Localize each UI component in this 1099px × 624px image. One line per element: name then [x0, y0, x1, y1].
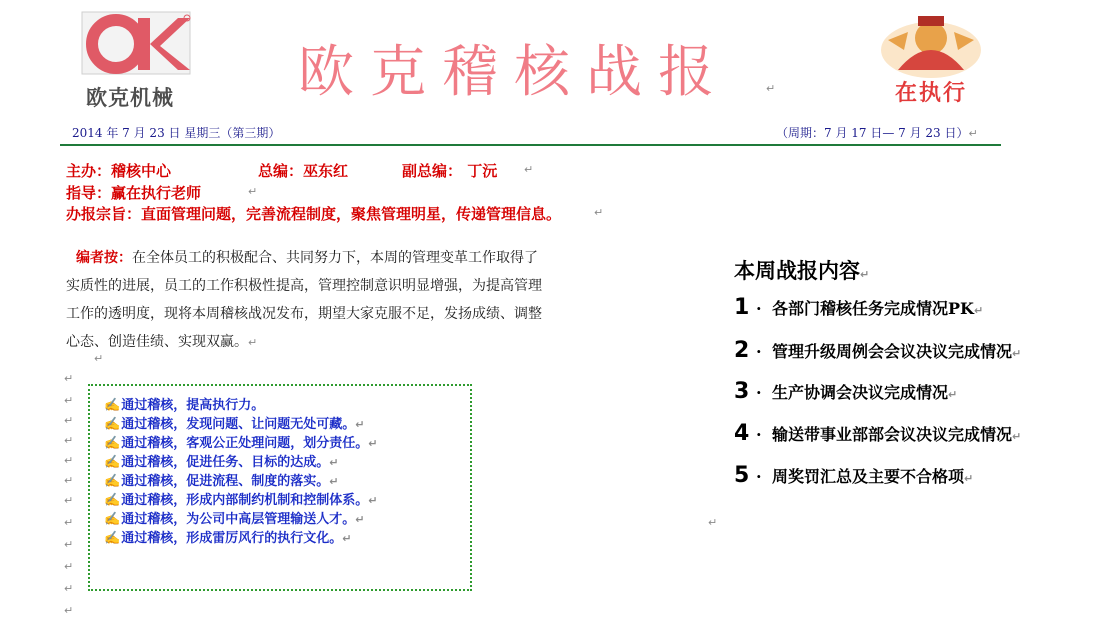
toc-title-text: 本周战报内容	[734, 259, 860, 283]
pen-bullet-icon: ✍	[104, 493, 121, 508]
toc-dot: ·	[756, 425, 762, 444]
logo-text: 欧克机械	[86, 86, 174, 110]
toc-item-3	[734, 379, 957, 404]
seal-text: 在执行	[894, 80, 967, 106]
toc-text: 生产协调会决议完成情况	[772, 383, 949, 402]
slogan-text: 通过稽核，促进流程、制度的落实。	[121, 474, 330, 489]
paragraph-mark: ↵	[64, 582, 74, 595]
toc-number: 4	[734, 421, 750, 446]
pen-bullet-icon: ✍	[104, 474, 121, 489]
paragraph-mark: ↵	[968, 127, 978, 140]
paragraph-mark: ↵	[368, 437, 378, 450]
issue-period-text: （周期：7 月 17 日— 7 月 23 日）	[776, 126, 969, 140]
paragraph-mark: ↵	[64, 414, 74, 427]
credit-purpose: 办报宗旨：直面管理问题，完善流程制度，聚焦管理明星，传递管理信息。	[66, 205, 562, 223]
toc-dot: ·	[756, 467, 762, 486]
toc-text: 管理升级周例会会议决议完成情况	[772, 342, 1013, 361]
credit-chief-editor: 总编：巫东红	[258, 162, 349, 180]
paragraph-mark: ↵	[1012, 347, 1022, 360]
paragraph-mark: ↵	[973, 304, 984, 317]
seal-figure-icon	[868, 10, 994, 80]
toc-item-5	[734, 463, 973, 488]
paragraph-mark: ↵	[708, 516, 718, 529]
paragraph-mark: ↵	[964, 472, 974, 485]
header-rule	[60, 144, 1001, 146]
toc-item-2	[734, 338, 1021, 363]
toc-text: 各部门稽核任务完成情况PK	[772, 299, 974, 318]
masthead-title: 欧克稽核战报	[298, 40, 730, 105]
toc-title	[734, 255, 869, 285]
credit-advisor: 指导：赢在执行老师	[66, 184, 202, 202]
toc-text: 周奖罚汇总及主要不合格项	[772, 467, 965, 486]
slogan-item	[104, 508, 364, 527]
paragraph-mark: ↵	[248, 336, 258, 349]
slogan-box	[88, 384, 472, 591]
paragraph-mark: ↵	[64, 454, 74, 467]
logo-ok-mark	[80, 10, 195, 80]
slogan-text: 通过稽核，促进任务、目标的达成。	[121, 455, 330, 470]
toc-dot: ·	[756, 299, 762, 318]
editor-note-text: 在全体员工的积极配合、共同努力下，本周的管理变革工作取得了	[132, 250, 538, 266]
paragraph-mark: ↵	[524, 163, 534, 176]
editor-note-line: 实质性的进展，员工的工作积极性提高，管理控制意识明显增强，为提高管理	[66, 278, 542, 294]
paragraph-mark: ↵	[948, 388, 958, 401]
paragraph-mark: ↵	[64, 494, 74, 507]
paragraph-mark: ↵	[64, 516, 74, 529]
paragraph-mark: ↵	[94, 352, 104, 365]
paragraph-mark: ↵	[64, 560, 74, 573]
issue-period	[776, 124, 978, 141]
execution-seal	[868, 10, 994, 106]
editor-note-label: 编者按：	[76, 250, 132, 266]
paragraph-mark: ↵	[1012, 430, 1022, 443]
credit-deputy-editor: 副总编： 丁沅	[402, 162, 498, 180]
slogan-item	[104, 413, 364, 432]
paragraph-mark: ↵	[64, 434, 74, 447]
slogan-text: 通过稽核，提高执行力。	[121, 398, 265, 413]
toc-number: 5	[734, 463, 750, 488]
paragraph-mark: ↵	[355, 513, 365, 526]
paragraph-mark: ↵	[368, 494, 378, 507]
toc-item-1	[734, 295, 983, 320]
slogan-item	[104, 527, 351, 546]
pen-bullet-icon: ✍	[104, 417, 121, 432]
paragraph-mark: ↵	[594, 206, 604, 219]
editor-note-line	[66, 244, 716, 272]
paragraph-mark: ↵	[355, 418, 365, 431]
pen-bullet-icon: ✍	[104, 455, 121, 470]
pen-bullet-icon: ✍	[104, 398, 121, 413]
pen-bullet-icon: ✍	[104, 512, 121, 527]
slogan-item	[104, 470, 338, 489]
slogan-text: 通过稽核，形成雷厉风行的执行文化。	[121, 531, 343, 546]
toc-number: 3	[734, 379, 750, 404]
toc-dot: ·	[756, 342, 762, 361]
editor-note-line	[66, 328, 716, 357]
paragraph-mark: ↵	[64, 538, 74, 551]
slogan-text: 通过稽核，为公司中高层管理输送人才。	[121, 512, 356, 527]
paragraph-mark: ↵	[248, 185, 258, 198]
paragraph-mark: ↵	[64, 604, 74, 617]
slogan-text: 通过稽核，形成内部制约机制和控制体系。	[121, 493, 369, 508]
paragraph-mark: ↵	[342, 532, 352, 545]
slogan-item	[104, 394, 264, 413]
toc-number: 2	[734, 338, 750, 363]
paragraph-mark: ↵	[64, 474, 74, 487]
editor-note	[66, 244, 716, 357]
toc-text: 输送带事业部部会议决议完成情况	[772, 425, 1013, 444]
slogan-text: 通过稽核，客观公正处理问题，划分责任。	[121, 436, 369, 451]
credit-host: 主办：稽核中心	[66, 162, 172, 180]
paragraph-mark: ↵	[64, 394, 74, 407]
paragraph-mark: ↵	[329, 475, 339, 488]
slogan-item	[104, 489, 377, 508]
company-logo	[80, 10, 195, 110]
slogan-text: 通过稽核，发现问题、让问题无处可藏。	[121, 417, 356, 432]
slogan-item	[104, 432, 377, 451]
toc-item-4	[734, 421, 1021, 446]
slogan-item	[104, 451, 338, 470]
paragraph-mark: ↵	[860, 268, 870, 281]
paragraph-mark: ↵	[64, 372, 74, 385]
pen-bullet-icon: ✍	[104, 436, 121, 451]
paragraph-mark: ↵	[766, 82, 776, 95]
toc-number: 1	[734, 295, 750, 320]
editor-note-line: 工作的透明度，现将本周稽核战况发布，期望大家克服不足，发扬成绩、调整	[66, 306, 542, 322]
toc-dot: ·	[756, 383, 762, 402]
editor-note-text: 心态、创造佳绩、实现双赢。	[66, 334, 248, 350]
issue-date: 2014 年 7 月 23 日 星期三（第三期）	[72, 126, 281, 140]
pen-bullet-icon: ✍	[104, 531, 121, 546]
paragraph-mark: ↵	[329, 456, 339, 469]
